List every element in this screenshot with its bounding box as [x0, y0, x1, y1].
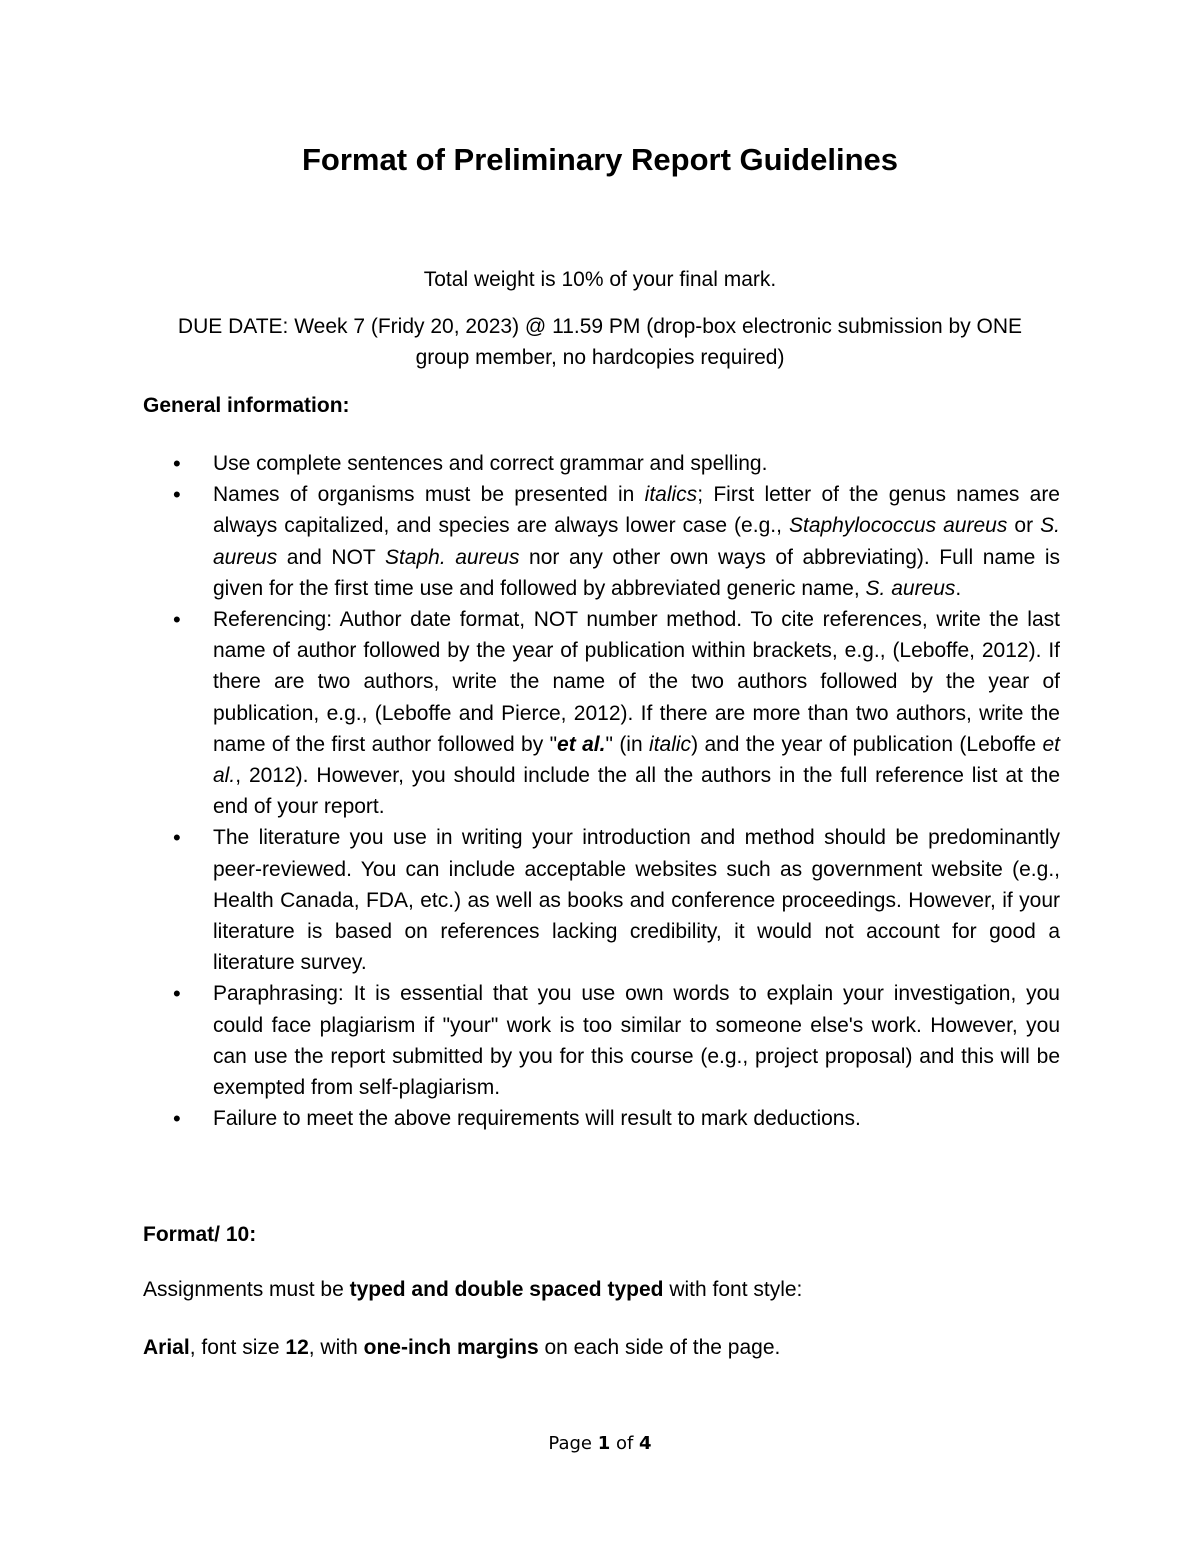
list-item: • Names of organisms must be presented in italics; First letter of the genus names are always capitalized, and species are always lower case (e.g., Staphylococcus aureus or S. aureus and NOT Staph. aureus nor any other own ways of abbreviating). Full name is given for the first time use and followed by abbreviated generic name, S. aureus.	[143, 479, 1060, 604]
weight-line: Total weight is 10% of your final mark.	[423, 268, 777, 291]
general-information-heading: General information:	[143, 394, 350, 417]
list-item: • Paraphrasing: It is essential that you use own words to explain your investigation, you could face plagiarism if "your" work is too similar to someone else's work. However, you can use the report submitted by you for this course (e.g., project proposal) and this will be exempted from self-plagiarism.	[143, 978, 1060, 1103]
list-item: • Use complete sentences and correct grammar and spelling.	[143, 448, 1060, 479]
due-date-line-2: group member, no hardcopies required)	[415, 346, 785, 369]
list-item: • The literature you use in writing your introduction and method should be predominantly peer-reviewed. You can include acceptable websites such as government website (e.g., Health Canada, FDA, etc.) as well as books and conference proceedings. However, if your literature is based on references lacking credibility, it would not account for good a literature survey.	[143, 822, 1060, 978]
format-heading: Format/ 10:	[143, 1223, 257, 1246]
list-item: • Failure to meet the above requirements will result to mark deductions.	[143, 1103, 1060, 1134]
format-paragraph-1: Assignments must be typed and double spaced typed with font style:	[143, 1278, 803, 1301]
page-footer: Page 1 of 4	[548, 1433, 652, 1454]
list-item: • Referencing: Author date format, NOT number method. To cite references, write the last name of author followed by the year of publication within brackets, e.g., (Leboffe, 2012). If there are two authors, write the name of the two authors followed by the year of publication, e.g., (Leboffe and Pierce, 2012). If there are more than two authors, write the name of the first author followed by "et al." (in italic) and the year of publication (Leboffe et al., 2012). However, you should include the all the authors in the full reference list at the end of your report.	[143, 604, 1060, 822]
format-paragraph-2: Arial, font size 12, with one-inch margins on each side of the page.	[143, 1336, 781, 1359]
document-title: Format of Preliminary Report Guidelines	[301, 142, 898, 177]
general-information-list	[143, 448, 1060, 1134]
due-date-line-1: DUE DATE: Week 7 (Fridy 20, 2023) @ 11.59 PM (drop-box electronic submission by ONE	[177, 315, 1023, 338]
